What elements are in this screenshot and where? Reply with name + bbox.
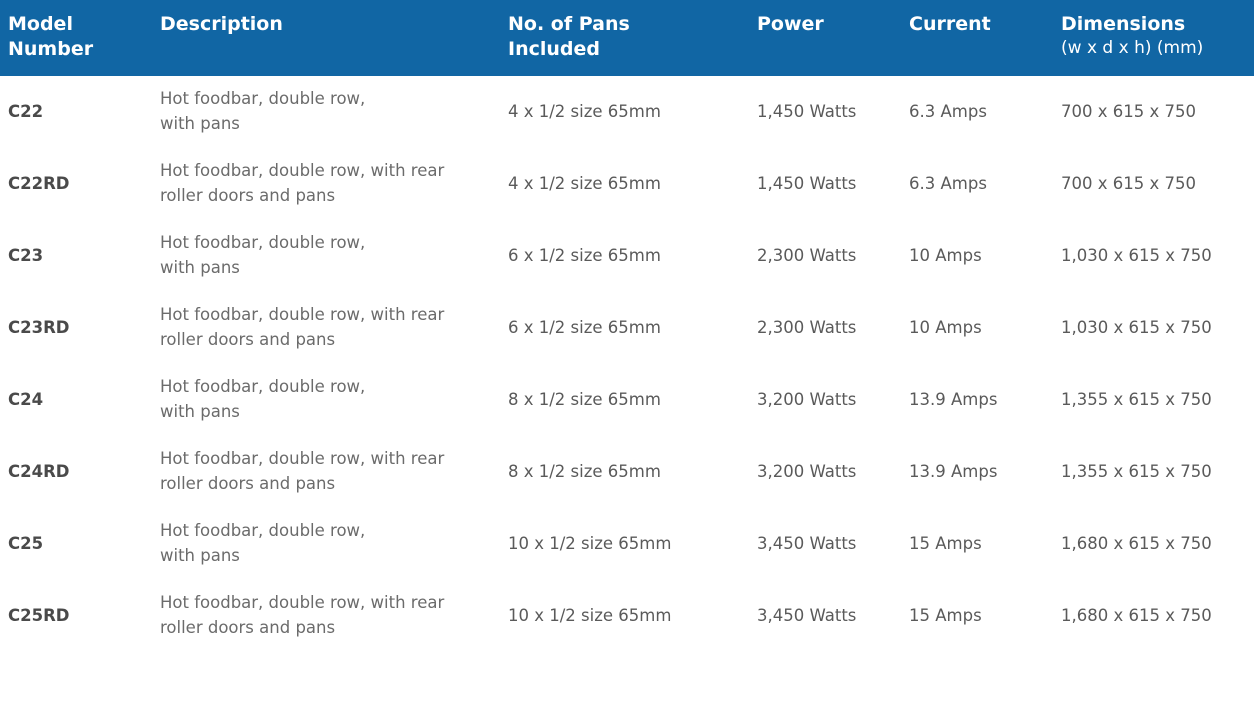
cell-description — [152, 76, 500, 148]
cell-dimensions: 1,680 x 615 x 750 — [1061, 533, 1212, 553]
cell-dimensions: 1,030 x 615 x 750 — [1061, 317, 1212, 337]
cell-dimensions: 1,355 x 615 x 750 — [1061, 461, 1212, 481]
cell-pans: 6 x 1/2 size 65mm — [508, 317, 661, 337]
column-header-model-number — [0, 0, 152, 76]
cell-power: 3,200 Watts — [757, 389, 857, 409]
cell-current: 10 Amps — [909, 245, 982, 265]
cell-description-line1: Hot foodbar, double row, with rear — [160, 305, 445, 325]
table-row — [0, 580, 1254, 652]
column-header-pans-included-line1: No. of Pans — [508, 13, 630, 35]
column-header-dimensions — [1053, 0, 1254, 76]
cell-model: C24RD — [8, 461, 70, 481]
cell-description-line1: Hot foodbar, double row, with rear — [160, 449, 445, 469]
table-header — [0, 0, 1254, 76]
cell-description — [152, 580, 500, 652]
cell-description — [152, 436, 500, 508]
column-header-description-line1: Description — [160, 13, 283, 35]
column-header-dimensions-unit: (w x d x h) (mm) — [1061, 38, 1204, 59]
column-header-pans-included-line2: Included — [508, 38, 600, 61]
cell-model: C24 — [8, 389, 44, 409]
table-body — [0, 76, 1254, 652]
cell-current: 13.9 Amps — [909, 461, 998, 481]
cell-pans: 4 x 1/2 size 65mm — [508, 173, 661, 193]
cell-description-line1: Hot foodbar, double row, — [160, 233, 366, 253]
cell-power: 2,300 Watts — [757, 317, 857, 337]
table-row — [0, 364, 1254, 436]
cell-power: 1,450 Watts — [757, 173, 857, 193]
column-header-model-number-line2: Number — [8, 38, 94, 61]
column-header-dimensions-line1: Dimensions — [1061, 13, 1186, 35]
cell-dimensions: 1,355 x 615 x 750 — [1061, 389, 1212, 409]
cell-description-line2: with pans — [160, 114, 240, 134]
cell-description — [152, 148, 500, 220]
table-row — [0, 436, 1254, 508]
cell-current: 15 Amps — [909, 533, 982, 553]
column-header-current — [901, 0, 1053, 76]
table-row — [0, 292, 1254, 364]
cell-power: 1,450 Watts — [757, 101, 857, 121]
cell-description — [152, 364, 500, 436]
cell-description-line1: Hot foodbar, double row, with rear — [160, 593, 445, 613]
cell-dimensions: 1,030 x 615 x 750 — [1061, 245, 1212, 265]
cell-current: 6.3 Amps — [909, 101, 987, 121]
column-header-pans-included — [500, 0, 749, 76]
column-header-power-line1: Power — [757, 13, 824, 35]
cell-description — [152, 220, 500, 292]
cell-current: 10 Amps — [909, 317, 982, 337]
cell-description-line1: Hot foodbar, double row, — [160, 377, 366, 397]
column-header-power — [749, 0, 901, 76]
table-row — [0, 508, 1254, 580]
cell-current: 15 Amps — [909, 605, 982, 625]
cell-description-line2: roller doors and pans — [160, 186, 336, 206]
cell-current: 13.9 Amps — [909, 389, 998, 409]
cell-pans: 10 x 1/2 size 65mm — [508, 533, 672, 553]
cell-power: 3,200 Watts — [757, 461, 857, 481]
cell-description-line1: Hot foodbar, double row, — [160, 89, 366, 109]
cell-dimensions: 700 x 615 x 750 — [1061, 101, 1196, 121]
column-header-description — [152, 0, 500, 76]
cell-description-line2: with pans — [160, 546, 240, 566]
cell-model: C25 — [8, 533, 44, 553]
cell-description-line2: with pans — [160, 258, 240, 278]
table-row — [0, 76, 1254, 148]
cell-model: C25RD — [8, 605, 70, 625]
cell-description-line2: with pans — [160, 402, 240, 422]
cell-power: 3,450 Watts — [757, 605, 857, 625]
cell-model: C23RD — [8, 317, 70, 337]
cell-power: 3,450 Watts — [757, 533, 857, 553]
column-header-model-number-line1: Model — [8, 13, 73, 35]
cell-power: 2,300 Watts — [757, 245, 857, 265]
cell-model: C23 — [8, 245, 44, 265]
cell-pans: 8 x 1/2 size 65mm — [508, 389, 661, 409]
cell-pans: 8 x 1/2 size 65mm — [508, 461, 661, 481]
cell-description-line2: roller doors and pans — [160, 330, 336, 350]
cell-pans: 6 x 1/2 size 65mm — [508, 245, 661, 265]
cell-pans: 4 x 1/2 size 65mm — [508, 101, 661, 121]
cell-description — [152, 508, 500, 580]
table-header-row — [0, 0, 1254, 76]
cell-model: C22 — [8, 101, 44, 121]
cell-dimensions: 700 x 615 x 750 — [1061, 173, 1196, 193]
cell-pans: 10 x 1/2 size 65mm — [508, 605, 672, 625]
cell-model: C22RD — [8, 173, 70, 193]
table-row — [0, 220, 1254, 292]
table-row — [0, 148, 1254, 220]
cell-description-line2: roller doors and pans — [160, 618, 336, 638]
cell-description-line2: roller doors and pans — [160, 474, 336, 494]
cell-description-line1: Hot foodbar, double row, with rear — [160, 161, 445, 181]
cell-dimensions: 1,680 x 615 x 750 — [1061, 605, 1212, 625]
cell-description — [152, 292, 500, 364]
column-header-current-line1: Current — [909, 13, 991, 35]
cell-description-line1: Hot foodbar, double row, — [160, 521, 366, 541]
cell-current: 6.3 Amps — [909, 173, 987, 193]
